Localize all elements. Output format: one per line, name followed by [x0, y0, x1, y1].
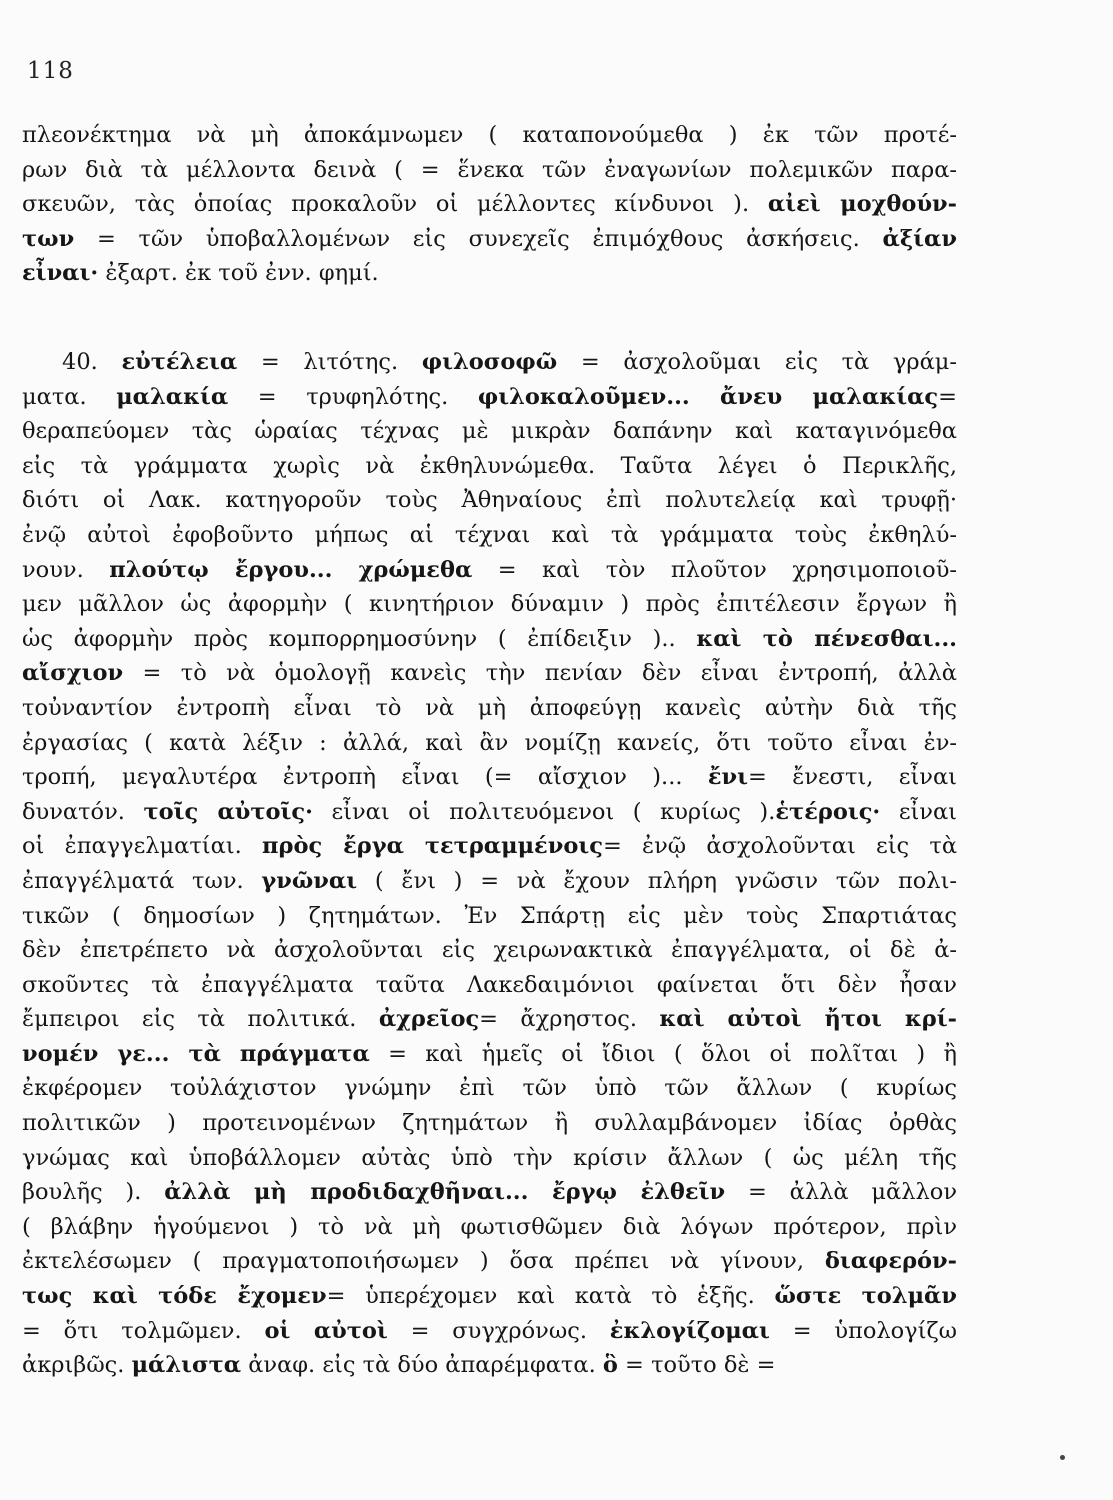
bold-lemma: εὐτέλεια: [121, 349, 238, 375]
text-run: νουν.: [22, 556, 110, 583]
text-line: [22, 726, 957, 761]
text-line: [22, 864, 957, 899]
bold-lemma: ἀχρεῖος: [378, 1006, 480, 1033]
text-run: τικῶν ( δημοσίων ) ζητημάτων. Ἐν Σπάρτῃ εἰς μὲν τοὺς Σπαρτιάτας: [22, 902, 957, 929]
text-line: [22, 483, 957, 518]
text-run: ἐκτελέσωμεν ( πραγματοποιήσωμεν ) ὅσα πρέπει νὰ γίνουν,: [22, 1248, 825, 1275]
text-line: [22, 968, 957, 1003]
bold-lemma: ἀξίαν: [882, 225, 957, 252]
text-run: = ὅτι τολμῶμεν.: [22, 1317, 265, 1344]
text-run: πλεονέκτημα νὰ μὴ ἀποκάμνωμεν ( καταπονούμεθα ) ἐκ τῶν προτέ-: [22, 122, 957, 148]
text-run: = τῶν ὑποβαλλομένων εἰς συνεχεῖς ἐπιμόχθους ἀσκήσεις.: [74, 225, 883, 252]
text-run: ἐξαρτ. ἐκ τοῦ ἐνν. φημί.: [98, 260, 379, 287]
text-line: [22, 414, 957, 449]
text-line: [22, 553, 957, 588]
text-run: ἐκφέρομεν τοὐλάχιστον γνώμην ἐπὶ τῶν ὑπὸ τῶν ἄλλων ( κυρίως: [22, 1075, 957, 1102]
bold-lemma: φιλοκαλοῦμεν... ἄνευ μαλακίας: [477, 383, 939, 410]
text-line: [22, 1210, 957, 1245]
text-run: = λιτότης.: [237, 349, 422, 375]
text-line: [22, 1106, 957, 1141]
bold-lemma: ἐκλογίζομαι: [609, 1317, 770, 1344]
bold-lemma: ὃ: [602, 1352, 618, 1379]
bold-lemma: ὥστε τολμᾶν: [774, 1283, 957, 1310]
text-run: δυνατόν.: [22, 798, 144, 825]
bold-lemma: διαφερόν-: [824, 1248, 957, 1275]
text-line: [22, 449, 957, 484]
text-line: [22, 795, 957, 830]
bold-lemma: ἀλλὰ μὴ προδιδαχθῆναι... ἔργῳ ἐλθεῖν: [164, 1179, 726, 1206]
text-line: [22, 1071, 957, 1106]
text-run: = τοῦτο δὲ =: [617, 1352, 776, 1379]
text-line: [22, 256, 957, 291]
text-line: [22, 518, 957, 553]
text-line: [22, 1141, 957, 1176]
text-run: γνώμας καὶ ὑποβάλλομεν αὐτὰς ὑπὸ τὴν κρίσιν ἄλλων ( ὡς μέλη τῆς: [22, 1144, 957, 1171]
bold-lemma: πλούτῳ ἔργου... χρώμεθα: [109, 556, 473, 583]
text-run: εἰς τὰ γράμματα χωρὶς νὰ ἐκθηλυνώμεθα. Ταῦτα λέγει ὁ Περικλῆς,: [22, 452, 957, 479]
bold-lemma: τως καὶ τόδε ἔχομεν: [22, 1283, 327, 1310]
text-run: ( ἔνι ) = νὰ ἔχουν πλήρη γνῶσιν τῶν πολι-: [357, 867, 957, 894]
text-run: ἐπαγγέλματά των.: [22, 867, 262, 894]
bold-lemma: των: [22, 225, 75, 252]
text-run: βουλῆς ).: [22, 1179, 165, 1206]
text-run: οἱ ἐπαγγελματίαι.: [22, 833, 263, 860]
paragraph-2: [22, 345, 957, 1383]
text-run: = τρυφηλότης.: [228, 383, 478, 410]
text-line: [22, 1279, 957, 1314]
text-line: [22, 153, 957, 188]
bold-lemma: νομέν γε... τὰ πράγματα: [22, 1040, 370, 1067]
text-run: = ὑπολογίζω: [769, 1317, 957, 1344]
bold-lemma: φιλοσοφῶ: [421, 349, 558, 375]
text-run: ( βλάβην ἡγούμενοι ) τὸ νὰ μὴ φωτισθῶμεν διὰ λόγων πρότερον, πρὶν: [22, 1213, 957, 1240]
bold-lemma: αἰεὶ μοχθούν-: [767, 191, 958, 218]
text-run: τροπή, μεγαλυτέρα ἐντροπὴ εἶναι (= αἴσχιον )...: [22, 764, 708, 791]
text-line: [22, 1037, 957, 1072]
bold-lemma: ἔνι: [707, 764, 749, 791]
text-line: [22, 380, 957, 415]
bold-lemma: πρὸς ἔργα τετραμμένοις: [262, 833, 603, 860]
bold-lemma: γνῶναι: [261, 867, 358, 894]
text-run: ματα.: [22, 383, 117, 410]
text-line: [22, 222, 957, 257]
text-line: [22, 1244, 957, 1279]
text-run: 40.: [62, 349, 122, 375]
text-line: [22, 587, 957, 622]
text-line: [22, 1002, 957, 1037]
text-line: [22, 1314, 957, 1349]
bold-lemma: μάλιστα: [131, 1352, 242, 1379]
text-run: σκοῦντες τὰ ἐπαγγέλματα ταῦτα Λακεδαιμόνιοι φαίνεται ὅτι δὲν ἦσαν: [22, 971, 957, 998]
bold-lemma: αἴσχιον: [22, 660, 124, 687]
text-run: ἔμπειροι εἰς τὰ πολιτικά.: [22, 1006, 379, 1033]
text-run: μεν μᾶλλον ὡς ἀφορμὴν ( κινητήριον δύναμιν ) πρὸς ἐπιτέλεσιν ἔργων ἢ: [22, 591, 957, 618]
text-run: =: [938, 383, 957, 410]
paragraph-1: [22, 118, 957, 291]
text-run: εἶναι οἱ πολιτευόμενοι ( κυρίως ).: [312, 798, 776, 825]
bold-lemma: εἶναι·: [22, 260, 99, 287]
text-run: = ὑπερέχομεν καὶ κατὰ τὸ ἑξῆς.: [326, 1283, 775, 1310]
text-run: = ἐνῷ ἀσχολοῦνται εἰς τὰ: [602, 833, 958, 860]
text-run: δὲν ἐπετρέπετο νὰ ἀσχολοῦνται εἰς χειρωνακτικὰ ἐπαγγέλματα, οἱ δὲ ἀ-: [22, 937, 957, 964]
text-run: = ἀλλὰ μᾶλλον: [725, 1179, 957, 1206]
text-line: [22, 933, 957, 968]
bold-lemma: οἱ αὐτοὶ: [264, 1317, 388, 1344]
text-run: ὡς ἀφορμὴν πρὸς κομπορρημοσύνην ( ἐπίδειξιν )..: [22, 625, 697, 652]
ink-smudge: [1060, 1455, 1065, 1460]
text-run: ἀκριβῶς.: [22, 1352, 132, 1379]
text-run: ρων διὰ τὰ μέλλοντα δεινὰ ( = ἕνεκα τῶν ἐναγωνίων πολεμικῶν παρα-: [22, 156, 957, 183]
text-line: [22, 691, 957, 726]
text-run: πολιτικῶν ) προτεινομένων ζητημάτων ἢ συλλαμβάνομεν ἰδίας ὀρθὰς: [22, 1110, 957, 1137]
text-line: [22, 187, 957, 222]
text-run: θεραπεύομεν τὰς ὡραίας τέχνας μὲ μικρὰν δαπάνην καὶ καταγινόμεθα: [22, 418, 957, 445]
text-line: [22, 656, 957, 691]
text-run: τοὐναντίον ἐντροπὴ εἶναι τὸ νὰ μὴ ἀποφεύγῃ κανεὶς αὐτὴν διὰ τῆς: [22, 694, 957, 721]
text-line: [22, 760, 957, 795]
text-line: [22, 622, 957, 657]
text-run: ἀναφ. εἰς τὰ δύο ἀπαρέμφατα.: [241, 1352, 603, 1379]
text-line: [22, 899, 957, 934]
text-run: = καὶ τὸν πλοῦτον χρησιμοποιοῦ-: [472, 556, 957, 583]
text-line: [22, 345, 957, 380]
text-run: = ἄχρηστος.: [479, 1006, 660, 1033]
text-run: = συγχρόνως.: [387, 1317, 610, 1344]
bold-lemma: μαλακία: [116, 383, 229, 410]
text-run: εἶναι: [880, 798, 957, 825]
text-run: ἐργασίας ( κατὰ λέξιν : ἀλλά, καὶ ἂν νομίζῃ κανείς, ὅτι τοῦτο εἶναι ἐν-: [22, 729, 957, 756]
text-run: = ἔνεστι, εἶναι: [748, 764, 957, 791]
bold-lemma: καὶ αὐτοὶ ἤτοι κρί-: [659, 1006, 957, 1033]
page-number: 118: [27, 58, 74, 84]
bold-lemma: τοῖς αὐτοῖς·: [143, 798, 313, 825]
text-line: [22, 829, 957, 864]
text-run: διότι οἱ Λακ. κατηγοροῦν τοὺς Ἀθηναίους ἐπὶ πολυτελείᾳ καὶ τρυφῇ·: [22, 487, 957, 514]
text-line: [22, 1175, 957, 1210]
text-run: ἐνῷ αὐτοὶ ἐφοβοῦντο μήπως αἱ τέχναι καὶ τὰ γράμματα τοὺς ἐκθηλύ-: [22, 521, 957, 548]
text-run: σκευῶν, τὰς ὁποίας προκαλοῦν οἱ μέλλοντες κίνδυνοι ).: [22, 191, 768, 218]
bold-lemma: καὶ τὸ πένεσθαι...: [696, 625, 957, 652]
bold-lemma: ἑτέροις·: [775, 798, 881, 825]
text-run: = τὸ νὰ ὁμολογῇ κανεὶς τὴν πενίαν δὲν εἶναι ἐντροπή, ἀλλὰ: [123, 660, 957, 687]
text-run: = καὶ ἡμεῖς οἱ ἴδιοι ( ὅλοι οἱ πολῖται ) ἢ: [369, 1040, 957, 1067]
text-line: [22, 1348, 957, 1383]
text-line: [22, 118, 957, 153]
text-run: = ἀσχολοῦμαι εἰς τὰ γράμ-: [557, 349, 957, 375]
